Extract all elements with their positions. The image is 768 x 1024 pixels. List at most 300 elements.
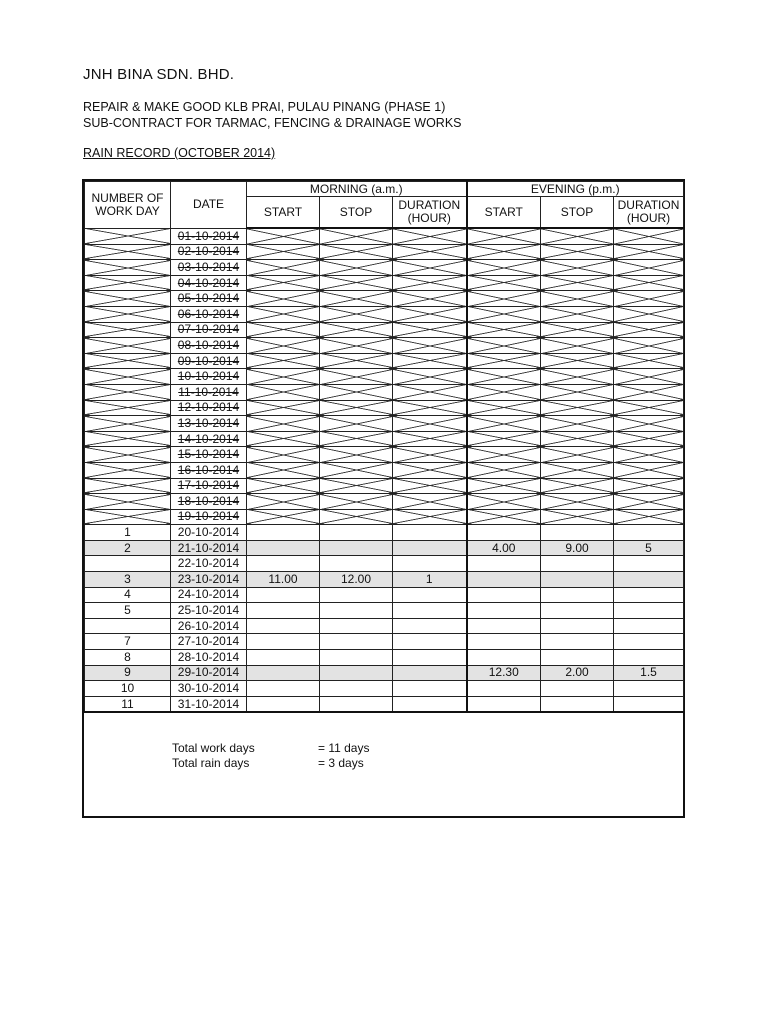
- date-text: 18-10-2014: [177, 493, 240, 508]
- workday-cell: [85, 322, 171, 338]
- am-duration-cell: [393, 431, 467, 447]
- date-text: 15-10-2014: [177, 447, 240, 462]
- workday-cell: 8: [85, 650, 171, 666]
- pm-duration-cell: [614, 400, 684, 416]
- am-stop-cell: [320, 525, 393, 541]
- am-stop-cell: [320, 244, 393, 260]
- am-start-cell: [247, 509, 320, 525]
- am-duration-cell: [393, 650, 467, 666]
- date-text: 02-10-2014: [177, 244, 240, 259]
- am-start-cell: [247, 244, 320, 260]
- date-cell: [171, 338, 247, 354]
- table-row: [85, 681, 684, 697]
- pm-start-cell: [467, 681, 541, 697]
- am-duration-cell: [393, 291, 467, 307]
- am-start-cell: [247, 400, 320, 416]
- date-cell: [171, 509, 247, 525]
- pm-stop-cell: [541, 681, 614, 697]
- date-cell: [171, 478, 247, 494]
- am-start-cell: [247, 650, 320, 666]
- pm-start-cell: [467, 462, 541, 478]
- rain-record-frame: [82, 179, 685, 818]
- table-row: [85, 556, 684, 572]
- workday-cell: [85, 556, 171, 572]
- pm-start-cell: [467, 322, 541, 338]
- table-row: [85, 338, 684, 354]
- header-am-duration: [393, 197, 467, 229]
- am-start-cell: [247, 494, 320, 510]
- date-text: 04-10-2014: [177, 275, 240, 290]
- workday-cell: 2: [85, 540, 171, 556]
- am-stop-cell: [320, 618, 393, 634]
- project-title: REPAIR & MAKE GOOD KLB PRAI, PULAU PINANG (PHASE 1): [83, 100, 446, 114]
- pm-duration-cell: [614, 572, 684, 588]
- pm-stop-cell: [541, 228, 614, 244]
- date-cell: [171, 306, 247, 322]
- table-row: [85, 353, 684, 369]
- pm-duration-cell: 5: [614, 540, 684, 556]
- am-duration-cell: [393, 322, 467, 338]
- pm-stop-cell: [541, 509, 614, 525]
- date-text: 01-10-2014: [177, 228, 240, 243]
- pm-duration-cell: [614, 603, 684, 619]
- am-duration-cell: [393, 696, 467, 712]
- pm-start-cell: [467, 494, 541, 510]
- am-duration-cell: [393, 681, 467, 697]
- am-start-cell: [247, 696, 320, 712]
- total-rain-days-label: Total rain days: [172, 756, 250, 770]
- table-row: [85, 228, 684, 244]
- am-stop-cell: [320, 650, 393, 666]
- pm-stop-cell: [541, 260, 614, 276]
- date-cell: 28-10-2014: [171, 650, 247, 666]
- am-start-cell: [247, 540, 320, 556]
- am-duration-cell: [393, 618, 467, 634]
- am-start-cell: [247, 353, 320, 369]
- pm-duration-cell: [614, 384, 684, 400]
- am-duration-cell: 1: [393, 572, 467, 588]
- table-row: [85, 400, 684, 416]
- am-stop-cell: [320, 696, 393, 712]
- am-stop-cell: [320, 587, 393, 603]
- workday-cell: 4: [85, 587, 171, 603]
- pm-start-cell: [467, 603, 541, 619]
- table-row: [85, 462, 684, 478]
- pm-stop-cell: [541, 462, 614, 478]
- pm-stop-cell: 2.00: [541, 665, 614, 681]
- pm-duration-cell: [614, 260, 684, 276]
- am-duration-cell: [393, 587, 467, 603]
- date-cell: 27-10-2014: [171, 634, 247, 650]
- am-duration-cell: [393, 369, 467, 385]
- pm-stop-cell: [541, 353, 614, 369]
- pm-stop-cell: [541, 431, 614, 447]
- header-workday-line1: NUMBER OF: [91, 190, 164, 205]
- table-row: [85, 416, 684, 432]
- date-text: 17-10-2014: [177, 478, 240, 493]
- date-text: 08-10-2014: [177, 337, 240, 352]
- header-date: DATE: [171, 182, 247, 229]
- am-start-cell: [247, 322, 320, 338]
- workday-cell: [85, 306, 171, 322]
- pm-stop-cell: 9.00: [541, 540, 614, 556]
- table-row: [85, 291, 684, 307]
- workday-cell: [85, 400, 171, 416]
- pm-stop-cell: [541, 572, 614, 588]
- date-cell: 20-10-2014: [171, 525, 247, 541]
- date-cell: [171, 447, 247, 463]
- pm-duration-cell: [614, 494, 684, 510]
- date-cell: [171, 260, 247, 276]
- pm-stop-cell: [541, 634, 614, 650]
- pm-start-cell: [467, 228, 541, 244]
- am-stop-cell: [320, 681, 393, 697]
- am-stop-cell: [320, 275, 393, 291]
- am-duration-cell: [393, 228, 467, 244]
- am-stop-cell: [320, 478, 393, 494]
- workday-cell: [85, 291, 171, 307]
- am-stop-cell: [320, 400, 393, 416]
- table-row: [85, 447, 684, 463]
- pm-duration-cell: [614, 681, 684, 697]
- header-am-duration-line1: DURATION: [398, 198, 461, 212]
- am-start-cell: [247, 587, 320, 603]
- am-stop-cell: [320, 634, 393, 650]
- date-text: 09-10-2014: [177, 353, 240, 368]
- am-stop-cell: [320, 462, 393, 478]
- workday-cell: [85, 338, 171, 354]
- am-start-cell: [247, 384, 320, 400]
- pm-start-cell: [467, 447, 541, 463]
- table-row: [85, 369, 684, 385]
- table-row: [85, 696, 684, 712]
- date-cell: 24-10-2014: [171, 587, 247, 603]
- pm-stop-cell: [541, 384, 614, 400]
- date-cell: 31-10-2014: [171, 696, 247, 712]
- table-row: [85, 650, 684, 666]
- pm-start-cell: [467, 416, 541, 432]
- table-row: [85, 525, 684, 541]
- date-cell: [171, 431, 247, 447]
- header-pm-start: START: [467, 197, 541, 229]
- date-text: 12-10-2014: [177, 400, 240, 415]
- workday-cell: 10: [85, 681, 171, 697]
- date-text: 07-10-2014: [177, 322, 240, 337]
- am-start-cell: [247, 338, 320, 354]
- total-rain-days: [172, 756, 369, 771]
- totals-block: [172, 741, 369, 771]
- am-start-cell: [247, 462, 320, 478]
- date-cell: [171, 228, 247, 244]
- table-row: [85, 509, 684, 525]
- pm-duration-cell: [614, 587, 684, 603]
- date-text: 13-10-2014: [177, 415, 240, 430]
- pm-start-cell: 4.00: [467, 540, 541, 556]
- pm-duration-cell: [614, 306, 684, 322]
- pm-duration-cell: [614, 431, 684, 447]
- workday-cell: [85, 509, 171, 525]
- date-cell: 21-10-2014: [171, 540, 247, 556]
- company-name: JNH BINA SDN. BHD.: [83, 66, 235, 83]
- am-stop-cell: [320, 353, 393, 369]
- workday-cell: 9: [85, 665, 171, 681]
- am-duration-cell: [393, 603, 467, 619]
- workday-cell: [85, 275, 171, 291]
- table-row: [85, 306, 684, 322]
- date-text: 10-10-2014: [177, 369, 240, 384]
- am-stop-cell: [320, 384, 393, 400]
- pm-start-cell: [467, 556, 541, 572]
- am-duration-cell: [393, 478, 467, 494]
- am-start-cell: [247, 431, 320, 447]
- date-text: 16-10-2014: [177, 462, 240, 477]
- pm-stop-cell: [541, 587, 614, 603]
- pm-duration-cell: [614, 322, 684, 338]
- pm-duration-cell: [614, 244, 684, 260]
- table-row: [85, 244, 684, 260]
- pm-stop-cell: [541, 556, 614, 572]
- am-stop-cell: [320, 603, 393, 619]
- workday-cell: [85, 618, 171, 634]
- pm-duration-cell: [614, 462, 684, 478]
- am-duration-cell: [393, 244, 467, 260]
- pm-stop-cell: [541, 244, 614, 260]
- pm-start-cell: [467, 384, 541, 400]
- date-cell: [171, 291, 247, 307]
- pm-duration-cell: [614, 447, 684, 463]
- table-row: [85, 587, 684, 603]
- rain-record-table: [84, 181, 684, 713]
- date-text: 19-10-2014: [177, 509, 240, 524]
- date-cell: [171, 494, 247, 510]
- pm-duration-cell: [614, 478, 684, 494]
- pm-duration-cell: [614, 618, 684, 634]
- am-duration-cell: [393, 509, 467, 525]
- pm-duration-cell: [614, 525, 684, 541]
- pm-duration-cell: [614, 416, 684, 432]
- pm-start-cell: [467, 509, 541, 525]
- pm-duration-cell: [614, 291, 684, 307]
- pm-stop-cell: [541, 494, 614, 510]
- total-work-days: [172, 741, 369, 756]
- am-start-cell: [247, 556, 320, 572]
- pm-stop-cell: [541, 650, 614, 666]
- table-row: [85, 275, 684, 291]
- am-stop-cell: [320, 416, 393, 432]
- am-start-cell: [247, 291, 320, 307]
- header-am-start: START: [247, 197, 320, 229]
- date-cell: [171, 244, 247, 260]
- table-row: [85, 260, 684, 276]
- pm-start-cell: [467, 650, 541, 666]
- workday-cell: [85, 384, 171, 400]
- am-start-cell: [247, 525, 320, 541]
- am-duration-cell: [393, 384, 467, 400]
- pm-stop-cell: [541, 447, 614, 463]
- workday-cell: [85, 369, 171, 385]
- pm-start-cell: [467, 369, 541, 385]
- workday-cell: 3: [85, 572, 171, 588]
- am-duration-cell: [393, 494, 467, 510]
- date-cell: [171, 384, 247, 400]
- pm-start-cell: [467, 400, 541, 416]
- table-row: [85, 322, 684, 338]
- workday-cell: [85, 447, 171, 463]
- pm-start-cell: 12.30: [467, 665, 541, 681]
- pm-stop-cell: [541, 618, 614, 634]
- workday-cell: [85, 353, 171, 369]
- date-text: 03-10-2014: [177, 259, 240, 274]
- pm-start-cell: [467, 696, 541, 712]
- workday-cell: [85, 462, 171, 478]
- workday-cell: [85, 244, 171, 260]
- am-stop-cell: [320, 228, 393, 244]
- pm-stop-cell: [541, 369, 614, 385]
- pm-stop-cell: [541, 275, 614, 291]
- pm-duration-cell: [614, 338, 684, 354]
- am-start-cell: [247, 618, 320, 634]
- rain-record-title: RAIN RECORD (OCTOBER 2014): [83, 146, 276, 160]
- table-row: [85, 572, 684, 588]
- table-row: [85, 494, 684, 510]
- am-stop-cell: [320, 494, 393, 510]
- workday-cell: [85, 478, 171, 494]
- pm-stop-cell: [541, 525, 614, 541]
- table-row: [85, 540, 684, 556]
- am-stop-cell: [320, 556, 393, 572]
- workday-cell: 11: [85, 696, 171, 712]
- table-row: [85, 618, 684, 634]
- pm-start-cell: [467, 260, 541, 276]
- pm-duration-cell: [614, 353, 684, 369]
- date-cell: 23-10-2014: [171, 572, 247, 588]
- am-stop-cell: 12.00: [320, 572, 393, 588]
- pm-stop-cell: [541, 400, 614, 416]
- pm-start-cell: [467, 291, 541, 307]
- pm-duration-cell: [614, 275, 684, 291]
- am-start-cell: [247, 681, 320, 697]
- date-cell: [171, 369, 247, 385]
- pm-stop-cell: [541, 306, 614, 322]
- pm-start-cell: [467, 618, 541, 634]
- date-text: 14-10-2014: [177, 431, 240, 446]
- pm-start-cell: [467, 275, 541, 291]
- pm-start-cell: [467, 634, 541, 650]
- am-duration-cell: [393, 260, 467, 276]
- am-stop-cell: [320, 322, 393, 338]
- am-stop-cell: [320, 260, 393, 276]
- am-duration-cell: [393, 525, 467, 541]
- pm-duration-cell: [614, 696, 684, 712]
- date-cell: [171, 400, 247, 416]
- date-cell: [171, 353, 247, 369]
- am-start-cell: [247, 369, 320, 385]
- header-pm-duration: [614, 197, 684, 229]
- am-duration-cell: [393, 556, 467, 572]
- am-start-cell: [247, 603, 320, 619]
- am-start-cell: [247, 665, 320, 681]
- workday-cell: 1: [85, 525, 171, 541]
- am-stop-cell: [320, 665, 393, 681]
- header-pm-duration-line2: (HOUR): [626, 211, 671, 225]
- am-duration-cell: [393, 353, 467, 369]
- am-start-cell: [247, 478, 320, 494]
- table-row: [85, 665, 684, 681]
- workday-cell: [85, 260, 171, 276]
- date-cell: 29-10-2014: [171, 665, 247, 681]
- am-start-cell: [247, 260, 320, 276]
- date-text: 11-10-2014: [178, 384, 239, 399]
- table-row: [85, 384, 684, 400]
- pm-start-cell: [467, 244, 541, 260]
- date-cell: 25-10-2014: [171, 603, 247, 619]
- pm-stop-cell: [541, 478, 614, 494]
- am-duration-cell: [393, 462, 467, 478]
- am-stop-cell: [320, 369, 393, 385]
- date-text: 06-10-2014: [177, 306, 240, 321]
- am-stop-cell: [320, 306, 393, 322]
- pm-duration-cell: [614, 634, 684, 650]
- am-start-cell: [247, 306, 320, 322]
- pm-start-cell: [467, 353, 541, 369]
- workday-cell: [85, 431, 171, 447]
- pm-start-cell: [467, 338, 541, 354]
- workday-cell: [85, 416, 171, 432]
- am-start-cell: [247, 228, 320, 244]
- pm-start-cell: [467, 306, 541, 322]
- am-duration-cell: [393, 275, 467, 291]
- pm-duration-cell: [614, 369, 684, 385]
- date-cell: [171, 322, 247, 338]
- am-duration-cell: [393, 416, 467, 432]
- am-stop-cell: [320, 509, 393, 525]
- header-am-stop: STOP: [320, 197, 393, 229]
- pm-stop-cell: [541, 416, 614, 432]
- am-duration-cell: [393, 634, 467, 650]
- am-stop-cell: [320, 291, 393, 307]
- am-duration-cell: [393, 338, 467, 354]
- workday-cell: [85, 494, 171, 510]
- date-cell: [171, 275, 247, 291]
- header-evening: EVENING (p.m.): [467, 182, 684, 197]
- total-work-days-label: Total work days: [172, 741, 255, 755]
- pm-stop-cell: [541, 322, 614, 338]
- am-stop-cell: [320, 447, 393, 463]
- total-work-days-value: = 11 days: [318, 741, 370, 755]
- table-row: [85, 603, 684, 619]
- pm-stop-cell: [541, 603, 614, 619]
- pm-duration-cell: [614, 556, 684, 572]
- table-row: [85, 478, 684, 494]
- header-pm-stop: STOP: [541, 197, 614, 229]
- workday-cell: 7: [85, 634, 171, 650]
- pm-start-cell: [467, 431, 541, 447]
- date-cell: [171, 462, 247, 478]
- date-text: 05-10-2014: [177, 291, 240, 306]
- am-start-cell: [247, 447, 320, 463]
- pm-stop-cell: [541, 291, 614, 307]
- am-stop-cell: [320, 540, 393, 556]
- pm-start-cell: [467, 478, 541, 494]
- am-start-cell: [247, 634, 320, 650]
- am-start-cell: [247, 416, 320, 432]
- workday-cell: 5: [85, 603, 171, 619]
- am-duration-cell: [393, 540, 467, 556]
- workday-cell: [85, 228, 171, 244]
- am-duration-cell: [393, 447, 467, 463]
- am-stop-cell: [320, 338, 393, 354]
- am-start-cell: 11.00: [247, 572, 320, 588]
